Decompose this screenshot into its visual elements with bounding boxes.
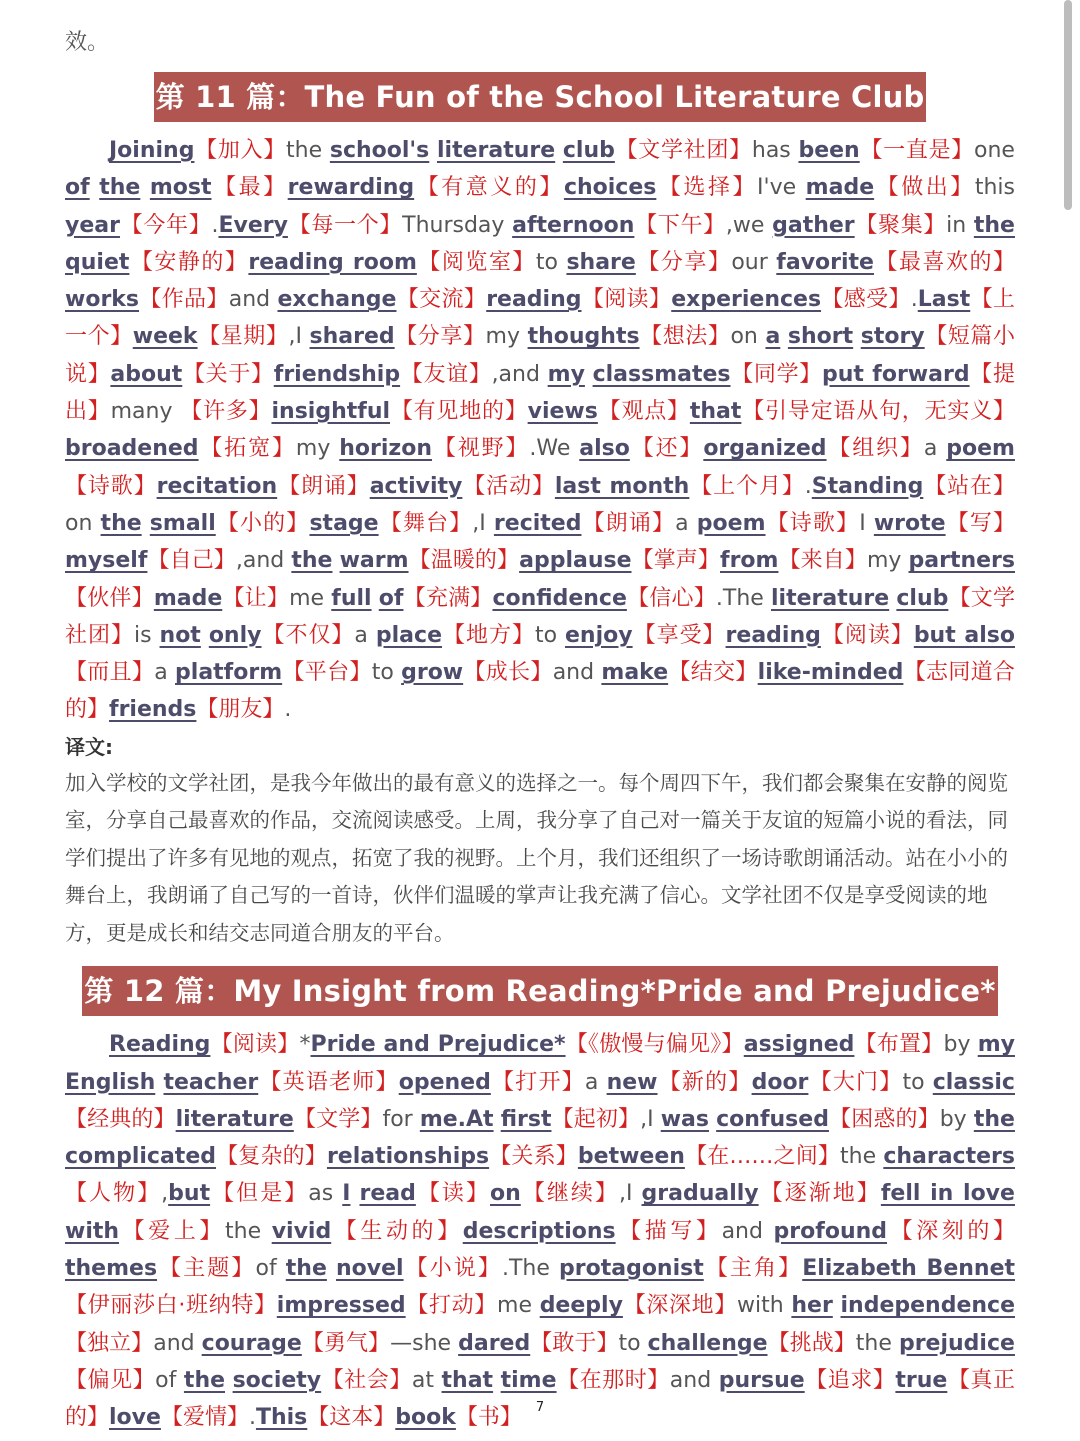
vocab-word: Reading <box>109 1032 211 1058</box>
vocab-gloss: 【敢于】 <box>530 1330 619 1356</box>
vocab-word: short <box>787 324 854 350</box>
vocab-word: teacher <box>163 1069 259 1095</box>
article-11-passage: Joining【加入】the school's literature club【文学社团】has been【一直是】one of the most【最】rewarding【有意义的】choices【选择】I've made【做出】this year【今年】.Every【每一个】Thursday afternoon【下午】,we gather【聚集】in the quiet【安静的】reading room【阅览室】to share【分享】our favorite【最喜欢的】works【作品】and exchange【交流】reading【阅读】experiences【感受】.Last【上一个】week【星期】,I shared【分享】my thoughts【想法】on a short story【短篇小说】about【关于】friendship【友谊】,and my classmates【同学】put forward【提出】many 【许多】insightful【有见地的】views【观点】that【引导定语从句，无实义】broadened【拓宽】my horizon【视野】.We also【还】organized【组织】a poem【诗歌】recitation【朗诵】activity【活动】last month【上个月】.Standing【站在】on the small【小的】stage【舞台】,I recited【朗诵】a poem【诗歌】I wrote【写】myself【自己】,and the warm【温暖的】applause【掌声】from【来自】my partners【伙伴】made【让】me full of【充满】confidence【信心】.The literature club【文学社团】is not only【不仅】a place【地方】to enjoy【享受】reading【阅读】but also【而且】a platform【平台】to grow【成长】and make【结交】like-minded【志同道合的】friends【朋友】. <box>65 138 1015 723</box>
vocab-word: stage <box>309 510 379 536</box>
vocab-gloss: 【分享】 <box>394 324 486 350</box>
vocab-gloss: 【温暖的】 <box>408 548 520 574</box>
vocab-word: only <box>208 622 262 648</box>
vocab-word: poem <box>696 510 766 536</box>
vocab-word: make <box>601 660 669 686</box>
vocab-word: true <box>895 1367 948 1393</box>
vocab-gloss: 【打动】 <box>405 1293 498 1319</box>
vocab-gloss: 【朗诵】 <box>581 510 676 536</box>
vocab-word: full <box>331 585 372 611</box>
vocab-word: deeply <box>539 1293 623 1319</box>
vocab-word: Every <box>218 212 288 238</box>
article-12-title-wrap <box>65 966 1015 1016</box>
vocab-gloss: 【想法】 <box>639 324 731 350</box>
vocab-gloss: 【生动的】 <box>331 1218 463 1244</box>
vocab-gloss: 【有见地的】 <box>390 399 528 425</box>
vocab-gloss: 【最】 <box>211 175 288 201</box>
vocab-word: confused <box>716 1106 829 1132</box>
vocab-word: not <box>159 622 201 648</box>
vocab-gloss: 【聚集】 <box>854 212 947 238</box>
vocab-gloss: 【读】 <box>415 1181 491 1207</box>
vocab-word: recited <box>493 510 582 536</box>
vocab-gloss: 【朋友】 <box>196 697 285 723</box>
vocab-word: assigned <box>743 1032 855 1058</box>
vocab-gloss: 【最喜欢的】 <box>873 249 1015 275</box>
page-number: 7 <box>535 1400 545 1415</box>
vocab-word: school's <box>329 138 430 163</box>
vocab-word: impressed <box>276 1293 406 1319</box>
vocab-gloss: 【加入】 <box>194 138 287 163</box>
vocab-word: shared <box>309 324 395 350</box>
vocab-word: friends <box>109 697 197 723</box>
vocab-word: club <box>562 138 615 163</box>
vocab-gloss: 【英语老师】 <box>258 1069 399 1095</box>
vocab-gloss: 【经典的】 <box>65 1106 176 1132</box>
vocab-word: the <box>99 175 141 201</box>
vocab-gloss: 【引导定语从句，无实义】 <box>741 399 1015 425</box>
vocab-word: warm <box>339 548 409 574</box>
vocab-word: year <box>65 212 120 238</box>
vocab-gloss: 【小的】 <box>215 510 310 536</box>
vocab-word: rewarding <box>287 175 415 201</box>
article-12-passage: Reading【阅读】*Pride and Prejudice*【《傲慢与偏见》】assigned【布置】by my English teacher【英语老师】opened【打开】a new【新的】door【大门】to classic【经典的】literature【文学】for me.At first【起初】,I was confused【困惑的】by the complicated【复杂的】relationships【关系】between【在……之间】the characters【人物】,but【但是】as I read【读】on【继续】,I gradually【逐渐地】fell in love with【爱上】the vivid【生动的】descriptions【描写】and profound【深刻的】themes【主题】of the novel【小说】.The protagonist【主角】Elizabeth Bennet【伊丽莎白·班纳特】impressed【打动】me deeply【深深地】with her independence【独立】and courage【勇气】—she dared【敢于】to challenge【挑战】the prejudice【偏见】of the society【社会】at that time【在那时】and pursue【追求】true【真正的】love【爱情】.This【这本】book【书】 <box>65 1032 1016 1431</box>
vocab-gloss: 【独立】 <box>65 1330 154 1356</box>
vocab-word: afternoon <box>512 212 635 238</box>
vocab-gloss: 【深深地】 <box>622 1293 738 1319</box>
vocab-gloss: 【充满】 <box>403 585 493 611</box>
vocab-gloss: 【同学】 <box>730 361 822 387</box>
vocab-gloss: 【掌声】 <box>631 548 720 574</box>
vocab-gloss: 【提出】 <box>65 361 1015 425</box>
vocab-word: reading <box>725 622 821 648</box>
vocab-word: experiences <box>671 287 822 313</box>
vocab-gloss: 【文学社团】 <box>65 585 1015 648</box>
vocab-word: novel <box>335 1256 404 1282</box>
translation-label: 译文: <box>65 734 113 759</box>
vocab-word: love <box>109 1405 161 1431</box>
vocab-gloss: 【这本】 <box>307 1405 396 1431</box>
vocab-gloss: 【让】 <box>222 585 290 611</box>
vocab-gloss: 【友谊】 <box>400 361 492 387</box>
vocab-gloss: 【但是】 <box>210 1181 309 1207</box>
vocab-word: but also <box>913 622 1015 648</box>
vocab-word: exchange <box>277 287 397 313</box>
vocab-gloss: 【成长】 <box>463 660 553 686</box>
vocab-gloss: 【享受】 <box>632 622 726 648</box>
vocab-word: platform <box>175 660 283 686</box>
vocab-gloss: 【布置】 <box>854 1032 944 1058</box>
vocab-word: that <box>689 399 742 425</box>
vocab-word: favorite <box>776 249 874 275</box>
document-page <box>65 0 1015 1437</box>
vocab-gloss: 【自己】 <box>147 548 236 574</box>
vocab-gloss: 【结交】 <box>668 660 758 686</box>
vocab-word: on <box>490 1181 521 1207</box>
vocab-word: broadened <box>65 436 199 462</box>
vocab-word: enjoy <box>565 622 633 648</box>
vocab-word: I <box>342 1181 351 1207</box>
vocab-word: the <box>100 510 142 536</box>
scrollbar[interactable] <box>1064 0 1072 210</box>
vocab-gloss: 【阅读】 <box>581 287 672 313</box>
vocab-word: choices <box>563 175 657 201</box>
vocab-gloss: 【志同道合的】 <box>65 660 1015 723</box>
article-12-title: 第 12 篇：My Insight from Reading*Pride and Prejudice* <box>82 966 997 1016</box>
vocab-word: new <box>606 1069 658 1095</box>
vocab-gloss: 【阅读】 <box>210 1032 300 1058</box>
vocab-word: applause <box>519 548 632 574</box>
vocab-word: thoughts <box>527 324 640 350</box>
vocab-word: Pride and Prejudice* <box>310 1032 566 1058</box>
vocab-gloss: 【社会】 <box>321 1367 412 1393</box>
vocab-word: opened <box>398 1069 491 1095</box>
vocab-word: was <box>660 1106 709 1132</box>
vocab-word: from <box>720 548 779 574</box>
previous-text-tail: 效。 <box>65 30 110 55</box>
vocab-gloss: 【上一个】 <box>65 287 1015 350</box>
vocab-gloss: 【阅览室】 <box>416 249 536 275</box>
vocab-gloss: 【诗歌】 <box>65 473 157 499</box>
vocab-word: the <box>973 212 1015 238</box>
vocab-word: gather <box>772 212 855 238</box>
vocab-gloss: 【下午】 <box>634 212 726 238</box>
vocab-word: like-minded <box>757 660 904 686</box>
vocab-gloss: 【上个月】 <box>689 473 805 499</box>
vocab-word: Standing <box>811 473 924 499</box>
vocab-word: between <box>577 1144 685 1170</box>
vocab-word: also <box>579 436 630 462</box>
vocab-word: wrote <box>873 510 946 536</box>
vocab-gloss: 【分享】 <box>635 249 732 275</box>
vocab-gloss: 【交流】 <box>396 287 487 313</box>
vocab-gloss: 【困惑的】 <box>828 1106 940 1132</box>
vocab-gloss: 【拓宽】 <box>198 436 296 462</box>
vocab-word: book <box>395 1405 456 1431</box>
vocab-word: been <box>798 138 860 163</box>
vocab-word: protagonist <box>559 1256 704 1282</box>
vocab-word: pursue <box>718 1367 805 1393</box>
article-11-translation: 加入学校的文学社团，是我今年做出的最有意义的选择之一。每个周四下午，我们都会聚集在安静的阅览室，分享自己最喜欢的作品，交流阅读感受。上周，我分享了自己对一篇关于友谊的短篇小说的看法，同学们提出了许多有见地的观点，拓宽了我的视野。上个月，我们还组织了一场诗歌朗诵活动。站在小小的舞台上，我朗诵了自己写的一首诗，伙伴们温暖的掌声让我充满了信心。文学社团不仅是享受阅读的地方，更是成长和结交志同道合朋友的平台。 <box>65 770 1008 945</box>
vocab-word: Joining <box>109 138 195 163</box>
vocab-gloss: 【《傲慢与偏见》】 <box>565 1032 744 1058</box>
vocab-word: grow <box>401 660 464 686</box>
vocab-word: small <box>149 510 216 536</box>
vocab-word: courage <box>201 1330 302 1356</box>
vocab-word: classmates <box>592 361 731 387</box>
vocab-word: of <box>65 175 90 201</box>
vocab-gloss: 【偏见】 <box>65 1367 156 1393</box>
vocab-word: first <box>500 1106 552 1132</box>
vocab-gloss: 【短篇小说】 <box>65 324 1015 387</box>
vocab-gloss: 【许多】 <box>180 399 272 425</box>
vocab-gloss: 【打开】 <box>490 1069 585 1095</box>
vocab-word: the <box>291 548 333 574</box>
vocab-gloss: 【爱情】 <box>160 1405 249 1431</box>
vocab-gloss: 【平台】 <box>282 660 372 686</box>
vocab-word: door <box>751 1069 809 1095</box>
vocab-gloss: 【勇气】 <box>301 1330 391 1356</box>
vocab-gloss: 【大门】 <box>808 1069 903 1095</box>
vocab-word: challenge <box>647 1330 768 1356</box>
vocab-gloss: 【阅读】 <box>820 622 914 648</box>
vocab-word: views <box>527 399 598 425</box>
vocab-word: story <box>860 324 925 350</box>
vocab-word: poem <box>946 436 1015 462</box>
vocab-word: profound <box>773 1218 888 1244</box>
vocab-word: reading room <box>248 249 417 275</box>
vocab-gloss: 【组织】 <box>826 436 924 462</box>
vocab-word: literature <box>771 585 890 611</box>
vocab-word: the <box>973 1106 1015 1132</box>
vocab-gloss: 【主角】 <box>703 1256 803 1282</box>
vocab-word: horizon <box>339 436 432 462</box>
vocab-gloss: 【观点】 <box>597 399 690 425</box>
vocab-gloss: 【地方】 <box>442 622 535 648</box>
vocab-gloss: 【关于】 <box>182 361 274 387</box>
vocab-gloss: 【小说】 <box>403 1256 502 1282</box>
vocab-gloss: 【来自】 <box>778 548 867 574</box>
vocab-gloss: 【继续】 <box>520 1181 619 1207</box>
vocab-gloss: 【伙伴】 <box>65 585 154 611</box>
vocab-word: last month <box>554 473 690 499</box>
vocab-word: Elizabeth Bennet <box>802 1256 1016 1282</box>
vocab-gloss: 【选择】 <box>656 175 758 201</box>
vocab-word: descriptions <box>462 1218 616 1244</box>
vocab-word: the <box>183 1367 226 1393</box>
vocab-word: the <box>285 1256 327 1282</box>
vocab-gloss: 【还】 <box>629 436 704 462</box>
vocab-gloss: 【追求】 <box>804 1367 896 1393</box>
vocab-word: that <box>441 1367 494 1393</box>
vocab-gloss: 【人物】 <box>65 1181 162 1207</box>
vocab-word: prejudice <box>898 1330 1015 1356</box>
vocab-word: works <box>65 287 140 313</box>
vocab-word: English <box>65 1069 156 1095</box>
vocab-gloss: 【描写】 <box>615 1218 722 1244</box>
vocab-word: characters <box>883 1144 1015 1170</box>
vocab-word: time <box>500 1367 557 1393</box>
vocab-gloss: 【信心】 <box>626 585 716 611</box>
vocab-word: of <box>378 585 404 611</box>
vocab-gloss: 【做出】 <box>874 175 975 201</box>
vocab-word: fell in love with <box>65 1181 1015 1244</box>
vocab-word: myself <box>65 548 148 574</box>
vocab-word: friendship <box>273 361 401 387</box>
vocab-word: literature <box>175 1106 294 1132</box>
article-11-title: 第 11 篇：The Fun of the School Literature Club <box>154 72 927 122</box>
vocab-word: place <box>375 622 442 648</box>
vocab-word: me.At <box>419 1106 494 1132</box>
vocab-gloss: 【起初】 <box>551 1106 641 1132</box>
vocab-word: themes <box>65 1256 158 1282</box>
vocab-word: gradually <box>641 1181 759 1207</box>
vocab-word: reading <box>486 287 582 313</box>
vocab-word: my <box>547 361 585 387</box>
vocab-gloss: 【作品】 <box>139 287 229 313</box>
vocab-gloss: 【复杂的】 <box>215 1144 327 1170</box>
vocab-gloss: 【朗诵】 <box>277 473 370 499</box>
vocab-word: read <box>359 1181 416 1207</box>
vocab-gloss: 【真正的】 <box>65 1367 1015 1431</box>
vocab-word: This <box>255 1405 308 1431</box>
vocab-word: society <box>232 1367 322 1393</box>
vocab-word: club <box>896 585 949 611</box>
vocab-gloss: 【逐渐地】 <box>758 1181 881 1207</box>
vocab-word: share <box>566 249 636 275</box>
vocab-word: vivid <box>271 1218 332 1244</box>
vocab-gloss: 【文学】 <box>293 1106 383 1132</box>
vocab-word: put forward <box>821 361 970 387</box>
vocab-word: made <box>805 175 875 201</box>
vocab-word: relationships <box>326 1144 490 1170</box>
vocab-word: classic <box>932 1069 1015 1095</box>
vocab-gloss: 【感受】 <box>821 287 911 313</box>
vocab-gloss: 【新的】 <box>657 1069 752 1095</box>
vocab-gloss: 【文学社团】 <box>614 138 752 163</box>
vocab-gloss: 【舞台】 <box>378 510 473 536</box>
vocab-gloss: 【诗歌】 <box>765 510 860 536</box>
vocab-word: most <box>149 175 212 201</box>
vocab-word: Last <box>917 287 971 313</box>
vocab-word: week <box>132 324 198 350</box>
vocab-gloss: 【而且】 <box>65 660 155 686</box>
vocab-gloss: 【在那时】 <box>556 1367 670 1393</box>
vocab-gloss: 【活动】 <box>462 473 555 499</box>
vocab-word: a <box>765 324 781 350</box>
vocab-gloss: 【书】 <box>455 1405 522 1431</box>
vocab-word: partners <box>908 548 1015 574</box>
vocab-word: my <box>977 1032 1015 1058</box>
vocab-gloss: 【主题】 <box>157 1256 256 1282</box>
vocab-word: independence <box>840 1293 1015 1319</box>
vocab-gloss: 【伊丽莎白·班纳特】 <box>65 1293 277 1319</box>
vocab-word: organized <box>703 436 827 462</box>
vocab-word: activity <box>369 473 463 499</box>
vocab-word: quiet <box>65 249 130 275</box>
vocab-word: made <box>153 585 223 611</box>
vocab-gloss: 【星期】 <box>197 324 289 350</box>
vocab-word: insightful <box>271 399 391 425</box>
vocab-gloss: 【挑战】 <box>767 1330 856 1356</box>
article-11-title-wrap <box>65 72 1015 122</box>
vocab-gloss: 【写】 <box>945 510 1015 536</box>
vocab-gloss: 【一直是】 <box>859 138 975 163</box>
vocab-gloss: 【深刻的】 <box>887 1218 1015 1244</box>
vocab-gloss: 【爱上】 <box>119 1218 225 1244</box>
vocab-gloss: 【站在】 <box>923 473 1015 499</box>
vocab-word: confidence <box>492 585 627 611</box>
vocab-word: complicated <box>65 1144 216 1170</box>
vocab-gloss: 【每一个】 <box>287 212 403 238</box>
vocab-word: literature <box>436 138 556 163</box>
vocab-gloss: 【不仅】 <box>261 622 355 648</box>
vocab-gloss: 【视野】 <box>432 436 530 462</box>
vocab-gloss: 【安静的】 <box>129 249 249 275</box>
vocab-word: but <box>168 1181 211 1207</box>
vocab-word: recitation <box>156 473 278 499</box>
vocab-gloss: 【关系】 <box>489 1144 578 1170</box>
vocab-gloss: 【在……之间】 <box>684 1144 841 1170</box>
vocab-word: her <box>791 1293 833 1319</box>
vocab-word: dared <box>458 1330 531 1356</box>
vocab-gloss: 【有意义的】 <box>414 175 564 201</box>
vocab-word: about <box>110 361 183 387</box>
vocab-gloss: 【今年】 <box>119 212 212 238</box>
